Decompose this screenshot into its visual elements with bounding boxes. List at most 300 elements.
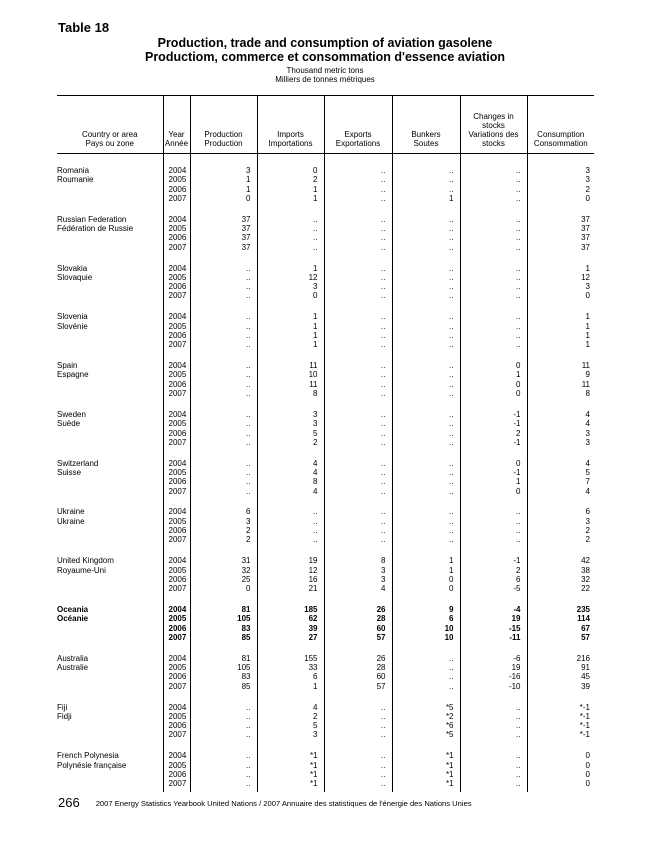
spacer-cell (190, 252, 257, 264)
value-cell: 11 (257, 361, 324, 370)
value-cell: 4 (527, 410, 594, 419)
spacer-cell (324, 545, 392, 557)
value-cell: .. (190, 331, 257, 340)
country-name (57, 633, 163, 642)
table-row (57, 224, 594, 233)
value-cell: .. (190, 487, 257, 496)
table-row (57, 614, 594, 623)
value-cell: 235 (527, 605, 594, 614)
value-cell: 27 (257, 633, 324, 642)
country-name: Australia (57, 653, 89, 663)
value-cell: .. (324, 410, 392, 419)
value-cell: .. (190, 340, 257, 349)
data-table (57, 95, 594, 792)
spacer-cell (57, 496, 163, 508)
value-cell: 57 (527, 633, 594, 642)
value-cell: 37 (527, 233, 594, 242)
value-cell: .. (324, 194, 392, 203)
country-name (57, 429, 163, 438)
value-cell: *-1 (527, 730, 594, 739)
value-cell: 3 (324, 566, 392, 575)
table-row (57, 370, 594, 379)
value-cell: 0 (460, 487, 527, 496)
year-cell: 2006 (163, 477, 190, 486)
value-cell: 0 (460, 380, 527, 389)
value-cell: .. (190, 273, 257, 282)
value-cell: .. (324, 243, 392, 252)
spacer-cell (324, 691, 392, 703)
table-row (57, 175, 594, 184)
spacer-cell (57, 545, 163, 557)
value-cell: 2 (527, 535, 594, 544)
spacer-cell (527, 154, 594, 167)
value-cell: .. (257, 243, 324, 252)
value-cell: .. (392, 438, 460, 447)
unit-french: Milliers de tonnes métriques (275, 75, 375, 84)
country-group (57, 264, 594, 313)
spacer-cell (460, 593, 527, 605)
country-group (57, 703, 594, 752)
spacer-cell (190, 593, 257, 605)
year-cell: 2007 (163, 487, 190, 496)
value-cell: 0 (460, 361, 527, 370)
country-name: Fédération de Russie (57, 224, 134, 234)
year-cell: 2004 (163, 410, 190, 419)
spacer-cell (257, 545, 324, 557)
value-cell: 5 (257, 721, 324, 730)
table-row (57, 438, 594, 447)
country-name: Suède (57, 419, 81, 429)
spacer-cell (190, 154, 257, 167)
spacer-cell (460, 496, 527, 508)
spacer-cell (190, 740, 257, 752)
table-row (57, 654, 594, 663)
column-header-6 (460, 96, 527, 154)
value-cell: .. (190, 370, 257, 379)
value-cell: 3 (257, 410, 324, 419)
value-cell: .. (392, 663, 460, 672)
value-cell: .. (190, 312, 257, 321)
value-cell: .. (460, 264, 527, 273)
value-cell: 19 (460, 614, 527, 623)
value-cell: .. (257, 517, 324, 526)
value-cell: .. (324, 507, 392, 516)
value-cell: 6 (392, 614, 460, 623)
value-cell: 4 (527, 419, 594, 428)
value-cell: 3 (257, 282, 324, 291)
country-name (57, 233, 163, 242)
table-row (57, 566, 594, 575)
value-cell: 5 (257, 429, 324, 438)
value-cell: .. (324, 761, 392, 770)
value-cell: 1 (460, 477, 527, 486)
spacer-cell (257, 447, 324, 459)
spacer-cell (460, 740, 527, 752)
table-row (57, 624, 594, 633)
value-cell: .. (190, 410, 257, 419)
value-cell: 2 (257, 712, 324, 721)
table-row (57, 721, 594, 730)
value-cell: 16 (257, 575, 324, 584)
spacer-cell (392, 545, 460, 557)
value-cell: .. (257, 215, 324, 224)
spacer-cell (190, 691, 257, 703)
country-name: Roumanie (57, 175, 94, 185)
value-cell: .. (324, 322, 392, 331)
value-cell: .. (324, 730, 392, 739)
column-header-line: Country or area (81, 130, 138, 139)
value-cell: 0 (392, 575, 460, 584)
year-cell: 2005 (163, 712, 190, 721)
spacer-cell (392, 301, 460, 313)
value-cell: .. (324, 291, 392, 300)
value-cell: 81 (190, 654, 257, 663)
year-cell: 2005 (163, 322, 190, 331)
value-cell: 1 (257, 331, 324, 340)
value-cell: .. (460, 175, 527, 184)
country-name (57, 331, 163, 340)
value-cell: 155 (257, 654, 324, 663)
spacer-cell (527, 740, 594, 752)
spacer-cell (392, 398, 460, 410)
value-cell: .. (190, 438, 257, 447)
value-cell: 1 (392, 566, 460, 575)
value-cell: .. (392, 185, 460, 194)
value-cell: .. (324, 703, 392, 712)
table-row (57, 487, 594, 496)
value-cell: .. (324, 215, 392, 224)
value-cell: -16 (460, 672, 527, 681)
value-cell: 8 (527, 389, 594, 398)
value-cell: .. (190, 322, 257, 331)
value-cell: 81 (190, 605, 257, 614)
spacer-cell (190, 545, 257, 557)
country-name: Spain (57, 361, 78, 371)
country-name (57, 194, 163, 203)
spacer-cell (163, 154, 190, 167)
value-cell: .. (460, 507, 527, 516)
value-cell: 3 (527, 175, 594, 184)
spacer-cell (392, 203, 460, 215)
value-cell: 1 (257, 264, 324, 273)
column-header-2 (190, 96, 257, 154)
value-cell: .. (190, 429, 257, 438)
country-name (57, 185, 163, 194)
title-english: Production, trade and consumption of aviation gasolene (157, 36, 493, 50)
value-cell: 8 (257, 477, 324, 486)
title-french: Productiom, commerce et consommation d'essence aviation (144, 50, 506, 64)
country-name (57, 721, 163, 730)
spacer-row (57, 252, 594, 264)
value-cell: .. (392, 459, 460, 468)
value-cell: .. (460, 243, 527, 252)
column-header-line: Production (204, 139, 243, 148)
value-cell: .. (190, 468, 257, 477)
value-cell: .. (190, 751, 257, 760)
value-cell: .. (257, 224, 324, 233)
value-cell: .. (460, 215, 527, 224)
value-cell: 83 (190, 672, 257, 681)
spacer-cell (460, 545, 527, 557)
value-cell: 1 (392, 194, 460, 203)
value-cell: 0 (392, 584, 460, 593)
table-row (57, 194, 594, 203)
spacer-cell (163, 252, 190, 264)
value-cell: .. (324, 370, 392, 379)
value-cell: .. (324, 459, 392, 468)
spacer-cell (257, 398, 324, 410)
header-row (57, 96, 594, 154)
value-cell: .. (324, 526, 392, 535)
year-cell: 2006 (163, 429, 190, 438)
spacer-row (57, 740, 594, 752)
value-cell: .. (392, 380, 460, 389)
column-header-line: Year (168, 130, 185, 139)
year-cell: 2005 (163, 761, 190, 770)
spacer-cell (527, 301, 594, 313)
value-cell: .. (392, 389, 460, 398)
value-cell: .. (324, 282, 392, 291)
value-cell: 5 (527, 468, 594, 477)
unit-english: Thousand metric tons (286, 66, 364, 75)
value-cell: 10 (257, 370, 324, 379)
value-cell: .. (460, 712, 527, 721)
value-cell: .. (257, 233, 324, 242)
value-cell: .. (190, 459, 257, 468)
year-cell: 2005 (163, 419, 190, 428)
spacer-cell (190, 642, 257, 654)
country-name (57, 340, 163, 349)
value-cell: 2 (527, 185, 594, 194)
table-row (57, 322, 594, 331)
value-cell: .. (324, 264, 392, 273)
value-cell: 0 (190, 584, 257, 593)
table-row (57, 291, 594, 300)
value-cell: 3 (190, 517, 257, 526)
value-cell: -1 (460, 438, 527, 447)
spacer-cell (460, 252, 527, 264)
year-cell: 2004 (163, 312, 190, 321)
value-cell: 1 (190, 185, 257, 194)
value-cell: 3 (190, 166, 257, 175)
country-name: Fiji (57, 702, 68, 712)
spacer-cell (392, 740, 460, 752)
table-row (57, 340, 594, 349)
spacer-cell (57, 398, 163, 410)
value-cell: 0 (527, 291, 594, 300)
value-cell: .. (190, 389, 257, 398)
spacer-cell (324, 203, 392, 215)
column-header-line: Imports (277, 130, 304, 139)
country-name (57, 487, 163, 496)
column-header-7 (527, 96, 594, 154)
spacer-cell (57, 593, 163, 605)
value-cell: .. (324, 340, 392, 349)
spacer-cell (257, 496, 324, 508)
table-row (57, 703, 594, 712)
table-row (57, 751, 594, 760)
value-cell: 9 (392, 605, 460, 614)
spacer-cell (163, 642, 190, 654)
spacer-cell (57, 154, 163, 167)
value-cell: 31 (190, 556, 257, 565)
value-cell: .. (392, 429, 460, 438)
value-cell: .. (324, 166, 392, 175)
value-cell: .. (392, 312, 460, 321)
value-cell: 12 (257, 566, 324, 575)
table-row (57, 264, 594, 273)
value-cell: .. (392, 477, 460, 486)
value-cell: .. (324, 389, 392, 398)
value-cell: .. (324, 429, 392, 438)
table-label: Table 18 (58, 20, 110, 35)
value-cell: -1 (460, 419, 527, 428)
value-cell: .. (190, 761, 257, 770)
spacer-row (57, 203, 594, 215)
value-cell: 3 (527, 429, 594, 438)
year-cell: 2007 (163, 389, 190, 398)
spacer-cell (163, 301, 190, 313)
spacer-cell (190, 301, 257, 313)
year-cell: 2007 (163, 682, 190, 691)
country-name: Royaume-Uni (57, 565, 106, 575)
value-cell: .. (392, 419, 460, 428)
country-name: Ukraine (57, 507, 85, 517)
year-cell: 2007 (163, 584, 190, 593)
value-cell: .. (324, 468, 392, 477)
year-cell: 2004 (163, 166, 190, 175)
spacer-cell (257, 203, 324, 215)
table-row (57, 273, 594, 282)
table-row (57, 468, 594, 477)
column-header-line: Soutes (413, 139, 439, 148)
value-cell: .. (460, 703, 527, 712)
value-cell: .. (460, 535, 527, 544)
footer-text: 2007 Energy Statistics Yearbook United Nations / 2007 Annuaire des statistiques de l'énergie des Nations Unies (95, 799, 472, 808)
spacer-cell (57, 252, 163, 264)
country-group (57, 459, 594, 508)
value-cell: 216 (527, 654, 594, 663)
table-row (57, 166, 594, 175)
table-row (57, 672, 594, 681)
value-cell: 105 (190, 614, 257, 623)
page-footer (58, 795, 472, 810)
country-group (57, 654, 594, 703)
value-cell: 6 (257, 672, 324, 681)
column-header-4 (324, 96, 392, 154)
column-header-5 (392, 96, 460, 154)
value-cell: 3 (527, 166, 594, 175)
country-name (57, 575, 163, 584)
table-row (57, 584, 594, 593)
country-name (57, 438, 163, 447)
value-cell: -1 (460, 468, 527, 477)
value-cell: .. (392, 264, 460, 273)
country-group (57, 166, 594, 215)
value-cell: *-1 (527, 703, 594, 712)
spacer-cell (527, 398, 594, 410)
spacer-cell (527, 642, 594, 654)
value-cell: .. (460, 233, 527, 242)
value-cell: 4 (257, 703, 324, 712)
value-cell: 67 (527, 624, 594, 633)
value-cell: .. (257, 526, 324, 535)
value-cell: 0 (527, 779, 594, 788)
value-cell: *1 (257, 770, 324, 779)
spacer-cell (460, 301, 527, 313)
table-row (57, 312, 594, 321)
spacer-cell (57, 789, 163, 792)
table-row (57, 233, 594, 242)
value-cell: 37 (190, 224, 257, 233)
spacer-cell (163, 496, 190, 508)
spacer-cell (392, 350, 460, 362)
country-group (57, 751, 594, 791)
value-cell: .. (392, 507, 460, 516)
country-name: French Polynesia (57, 751, 119, 761)
value-cell: 37 (527, 243, 594, 252)
value-cell: 2 (460, 429, 527, 438)
value-cell: 39 (527, 682, 594, 691)
value-cell: 2 (190, 526, 257, 535)
spacer-cell (257, 740, 324, 752)
spacer-cell (190, 350, 257, 362)
value-cell: .. (460, 331, 527, 340)
value-cell: 85 (190, 682, 257, 691)
country-name: Fidji (57, 711, 72, 721)
spacer-cell (324, 740, 392, 752)
spacer-cell (324, 496, 392, 508)
year-cell: 2006 (163, 282, 190, 291)
value-cell: .. (324, 517, 392, 526)
value-cell: -5 (460, 584, 527, 593)
table-row (57, 410, 594, 419)
value-cell: -11 (460, 633, 527, 642)
spacer-cell (324, 301, 392, 313)
year-cell: 2006 (163, 526, 190, 535)
value-cell: 105 (190, 663, 257, 672)
value-cell: 7 (527, 477, 594, 486)
column-header-line: Exportations (335, 139, 381, 148)
country-name: United Kingdom (57, 556, 114, 566)
value-cell: .. (190, 361, 257, 370)
value-cell: .. (190, 282, 257, 291)
spacer-cell (257, 301, 324, 313)
country-name (57, 730, 163, 739)
year-cell: 2004 (163, 215, 190, 224)
value-cell: 91 (527, 663, 594, 672)
value-cell: 2 (190, 535, 257, 544)
country-name (57, 770, 163, 779)
table-row (57, 556, 594, 565)
year-cell: 2006 (163, 770, 190, 779)
spacer-cell (460, 203, 527, 215)
value-cell: .. (324, 233, 392, 242)
value-cell: .. (392, 291, 460, 300)
value-cell: .. (392, 370, 460, 379)
value-cell: 10 (392, 633, 460, 642)
country-name: Russian Federation (57, 214, 127, 224)
value-cell: 60 (324, 672, 392, 681)
spacer-cell (57, 740, 163, 752)
value-cell: .. (460, 322, 527, 331)
value-cell: 60 (324, 624, 392, 633)
spacer-cell (257, 154, 324, 167)
country-name: Slovenia (57, 312, 88, 322)
value-cell: .. (460, 721, 527, 730)
value-cell: .. (392, 322, 460, 331)
value-cell: 33 (257, 663, 324, 672)
